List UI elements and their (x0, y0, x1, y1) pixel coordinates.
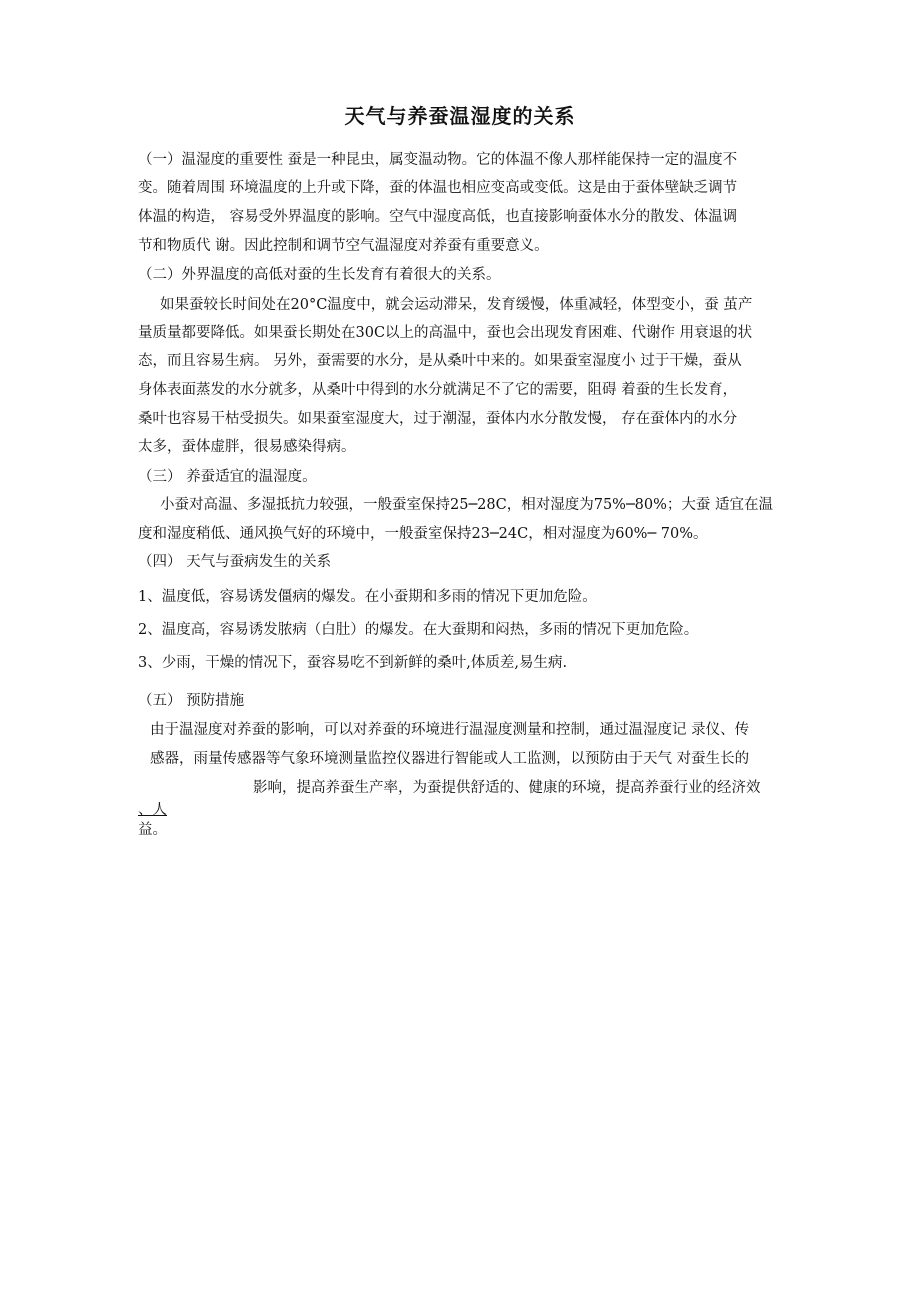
section5-line2: 感器，雨量传感器等气象环境测量监控仪器进行智能或人工监测，以预防由于天气 对蚕生长的 (150, 751, 750, 767)
section5-line4-underlined: 、人 (138, 802, 167, 818)
section3-heading: （三） 养蚕适宜的温湿度。 (138, 469, 317, 485)
section3-line1: 小蚕对高温、多湿抵抗力较强，一般蚕室保持25─28C，相对湿度为75%─80%；大蚕 适宜在温 (160, 497, 774, 513)
section5-line4-end: 益。 (138, 822, 167, 838)
section2-line3: 态，而且容易生病。 另外，蚕需要的水分，是从桑叶中来的。如果蚕室湿度小 过于干燥，蚕从 (138, 353, 742, 369)
section2-line2: 量质量都要降低。如果蚕长期处在30C以上的高温中，蚕也会出现发育困难、代谢作 用衰退的状 (138, 325, 753, 341)
section4-item1: 1、温度低，容易诱发僵病的爆发。在小蚕期和多雨的情况下更加危险。 (138, 589, 597, 605)
section4-item3: 3、少雨，干燥的情况下，蚕容易吃不到新鲜的桑叶,体质差,易生病. (138, 655, 568, 671)
section5-line3: 影响，提高养蚕生产率，为蚕提供舒适的、健康的环境，提高养蚕行业的经济效 (253, 780, 761, 796)
document-title: 天气与养蚕温湿度的关系 (344, 104, 576, 128)
section4-item2: 2、温度高，容易诱发脓病（白肚）的爆发。在大蚕期和闷热，多雨的情况下更加危险。 (138, 622, 699, 638)
section5-line1: 由于温湿度对养蚕的影响，可以对养蚕的环境进行温湿度测量和控制，通过温湿度记 录仪、传 (150, 722, 750, 738)
section2-heading: （二）外界温度的高低对蚕的生长发育有着很大的关系。 (138, 267, 501, 283)
section1-line2: 变。随着周围 环境温度的上升或下降，蚕的体温也相应变高或变低。这是由于蚕体壁缺乏调节 (138, 180, 738, 196)
section2-line4: 身体表面蒸发的水分就多，从桑叶中得到的水分就满足不了它的需要，阻碍 着蚕的生长发育， (138, 382, 738, 398)
section1-line3: 体温的构造， 容易受外界温度的影响。空气中湿度高低，也直接影响蚕体水分的散发、体温调 (138, 209, 738, 225)
section2-line1: 如果蚕较长时间处在20°C温度中，就会运动滞呆，发育缓慢，体重减轻，体型变小，蚕 茧产 (160, 297, 753, 313)
section4-heading: （四） 天气与蚕病发生的关系 (138, 554, 332, 570)
section3-line2: 度和湿度稍低、通风换气好的环境中，一般蚕室保持23─24C，相对湿度为60%─ 70%。 (138, 526, 708, 542)
section2-line5: 桑叶也容易干枯受损失。如果蚕室湿度大，过于潮湿，蚕体内水分散发慢， 存在蚕体内的水分 (138, 411, 738, 427)
section5-heading: （五） 预防措施 (138, 693, 245, 709)
section2-line6: 太多，蚕体虚胖，很易感染得病。 (138, 439, 356, 455)
section1-line4: 节和物质代 谢。因此控制和调节空气温湿度对养蚕有重要意义。 (138, 238, 549, 254)
section1-line1: （一）温湿度的重要性 蚕是一种昆虫，属变温动物。它的体温不像人那样能保持一定的温度不 (138, 152, 738, 168)
